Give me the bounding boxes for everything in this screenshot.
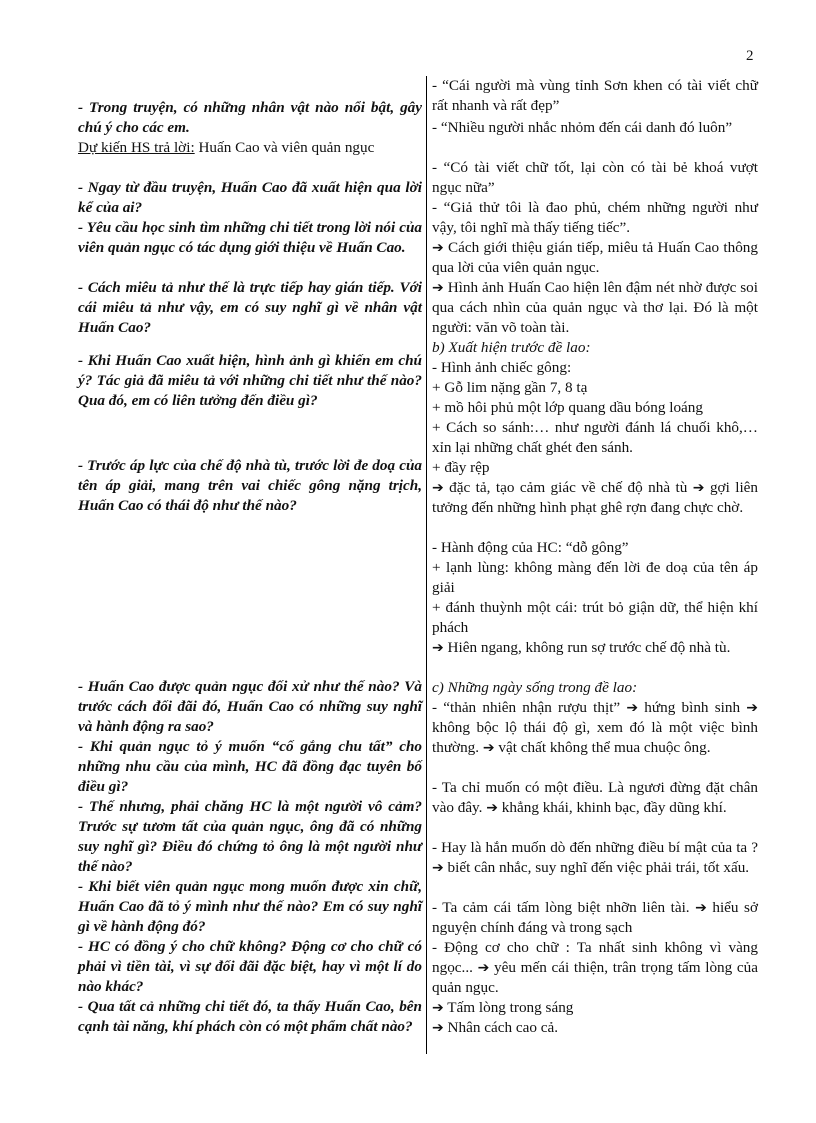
prison-life-4: - Ta cảm cái tấm lòng biệt nhỡn liên tài. ➔ hiểu sở nguyện chính đáng và trong sạch [432, 899, 758, 936]
prison-life-2: - Ta chỉ muốn có một điều. Là ngươi đừng đặt chân vào đây. ➔ khẳng khái, khinh bạc, đầy dũng khí. [432, 779, 758, 816]
heading-b: b) Xuất hiện trước đề lao: [432, 339, 591, 356]
question-3: - Yêu cầu học sinh tìm những chi tiết trong lời nói của viên quản ngục có tác dụng giới thiệu về Huấn Cao. [78, 219, 422, 256]
arrow-icon: ➔ [482, 740, 495, 756]
arrow-icon: ➔ [432, 280, 444, 296]
expected-answer [78, 138, 422, 158]
arrow-icon: ➔ [486, 800, 498, 816]
arrow-icon: ➔ [695, 900, 707, 916]
arrow-icon: ➔ [626, 700, 639, 716]
question-7: - Huấn Cao được quản ngục đối xử như thế nào? Và trước cách đối đãi đó, Huấn Cao có những suy nghĩ và hành động ra sao? [78, 678, 422, 735]
final-conclusion-2: ➔ Nhân cách cao cả. [432, 1019, 558, 1036]
quote-2: - “Nhiều người nhắc nhỏm đến cái danh đó luôn” [432, 119, 733, 136]
cangue-detail-3: + Cách so sánh:… như người đánh lá chuối khô,… xỉn lại những chất ghét đen sánh. [432, 419, 758, 456]
conclusion-1: ➔ Cách giới thiệu gián tiếp, miêu tả Huấn Cao thông qua lời của viên quản ngục. [432, 239, 758, 276]
quote-4: - “Giả thử tôi là đao phủ, chém những người như vậy, tôi nghĩ mà thấy tiếng tiếc”. [432, 199, 758, 236]
page-number: 2 [746, 48, 754, 64]
question-8: - Khi quản ngục tỏ ý muốn “cố gắng chu tất” cho những nhu cầu của mình, HC đã đồng đạc tuyên bố điều gì? [78, 738, 422, 795]
cangue-detail-1: + Gỗ lim nặng gần 7, 8 tạ [432, 379, 588, 396]
prison-life-5: - Động cơ cho chữ : Ta nhất sinh không vì vàng ngọc... ➔ yêu mến cái thiện, trân trọng tấm lòng của quản ngục. [432, 939, 758, 996]
question-6: - Trước áp lực của chế độ nhà tù, trước lời đe doạ của tên áp giải, mang trên vai chiếc gông nặng trịch, Huấn Cao có thái độ như thế nào? [78, 457, 422, 514]
question-1: - Trong truyện, có những nhân vật nào nổi bật, gây chú ý cho các em. [78, 99, 422, 136]
arrow-icon: ➔ [432, 240, 444, 256]
expected-answer-text: Huấn Cao và viên quản ngục [194, 139, 375, 156]
quote-3: - “Có tài viết chữ tốt, lại còn có tài bẻ khoá vượt ngục nữa” [432, 159, 758, 196]
arrow-icon: ➔ [432, 640, 444, 656]
arrow-icon: ➔ [692, 480, 705, 496]
lesson-table [72, 76, 760, 1054]
prison-life-3: - Hay là hắn muốn dò đến những điều bí mật của ta ? ➔ biết cân nhắc, suy nghĩ đến việc phải trái, tốt xấu. [432, 839, 758, 876]
question-11: - HC có đồng ý cho chữ không? Động cơ cho chữ có phải vì tiền tài, vì sự đối đãi đặc biệt, hay vì một lí do nào khác? [78, 938, 422, 995]
question-5: - Khi Huấn Cao xuất hiện, hình ảnh gì khiến em chú ý? Tác giả đã miêu tả với những chi tiết như thế nào? Qua đó, em có liên tưởng đến điều gì? [78, 352, 422, 409]
arrow-icon: ➔ [432, 1020, 444, 1036]
hc-action-conclusion: ➔ Hiên ngang, không run sợ trước chế độ nhà tù. [432, 639, 731, 656]
arrow-icon: ➔ [432, 1000, 444, 1016]
question-9: - Thế nhưng, phải chăng HC là một người vô cảm? Trước sự tươm tất của quản ngục, ông đã có những suy nghĩ gì? Điều đó chứng tỏ ông là một người như thế nào? [78, 798, 422, 875]
hc-action: - Hành động của HC: “dỗ gông” [432, 539, 629, 556]
cangue-conclusion: ➔ đặc tả, tạo cảm giác về chế độ nhà tù ➔ gợi liên tưởng đến những hình phạt ghê rợn đang chực chờ. [432, 479, 758, 516]
heading-c: c) Những ngày sống trong đề lao: [432, 679, 638, 696]
arrow-icon: ➔ [477, 960, 490, 976]
cangue-detail-2: + mồ hôi phủ một lớp quang dầu bóng loáng [432, 399, 703, 416]
arrow-icon: ➔ [432, 480, 444, 496]
cangue-detail-4: + đầy rệp [432, 459, 490, 476]
prison-life-1: - “thản nhiên nhận rượu thịt” ➔ hứng bình sinh ➔ không bộc lộ thái độ gì, xem đó là một việc bình thường. ➔ vật chất không thể mua chuộc ông. [432, 699, 758, 756]
question-2: - Ngay từ đầu truyện, Huấn Cao đã xuất hiện qua lời kể của ai? [78, 179, 422, 216]
arrow-icon: ➔ [746, 700, 758, 716]
question-12: - Qua tất cả những chi tiết đó, ta thấy Huấn Cao, bên cạnh tài năng, khí phách còn có một phẩm chất nào? [78, 998, 422, 1035]
conclusion-2: ➔ Hình ảnh Huấn Cao hiện lên đậm nét nhờ được soi qua cách nhìn của quản ngục và thơ lại. Đó là một người: văn võ toàn tài. [432, 279, 758, 336]
expected-answer-label: Dự kiến HS trả lời: [78, 139, 195, 156]
final-conclusion-1: ➔ Tấm lòng trong sáng [432, 999, 574, 1016]
arrow-icon: ➔ [432, 860, 444, 876]
question-10: - Khi biết viên quản ngục mong muốn được xin chữ, Huấn Cao đã tỏ ý mình như thế nào? Em có suy nghĩ gì về hành động đó? [78, 878, 422, 935]
question-4: - Cách miêu tả như thế là trực tiếp hay gián tiếp. Với cái miêu tả như vậy, em có suy nghĩ gì về nhân vật Huấn Cao? [78, 279, 422, 336]
hc-action-1: + lạnh lùng: không màng đến lời đe doạ của tên áp giải [432, 559, 758, 596]
quote-1: - “Cái người mà vùng tỉnh Sơn khen có tài viết chữ rất nhanh và rất đẹp” [432, 77, 758, 114]
cangue-image: - Hình ảnh chiếc gông: [432, 359, 572, 376]
hc-action-2: + đánh thuỳnh một cái: trút bỏ giận dữ, thể hiện khí phách [432, 599, 758, 636]
